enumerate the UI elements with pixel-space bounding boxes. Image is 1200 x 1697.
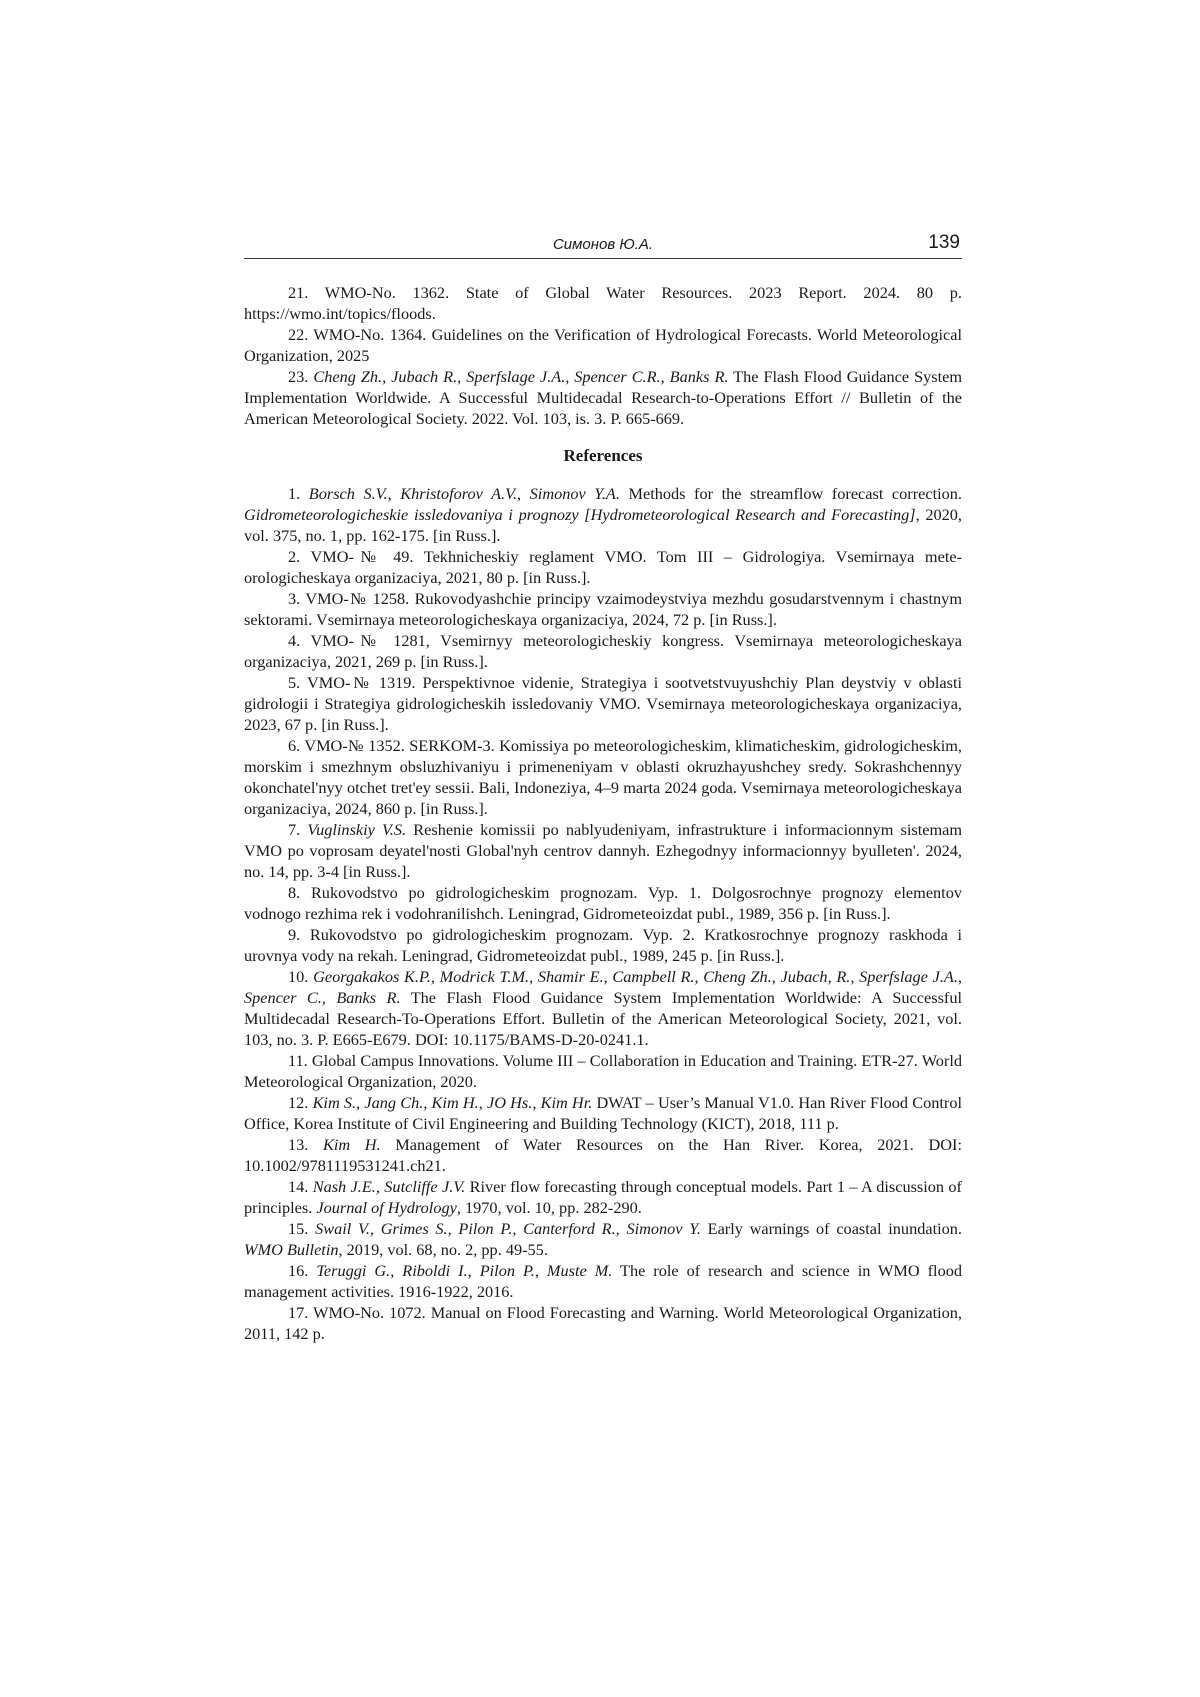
reference-text: Early warnings of coastal inundation. bbox=[707, 1219, 962, 1238]
running-head: Симонов Ю.А. bbox=[552, 236, 654, 253]
reference-entry bbox=[244, 282, 962, 324]
literature-list bbox=[244, 282, 962, 429]
reference-entry bbox=[244, 924, 962, 966]
reference-number: 15. bbox=[288, 1219, 309, 1238]
reference-entry bbox=[244, 588, 962, 630]
page-header bbox=[244, 234, 962, 259]
reference-entry bbox=[244, 1260, 962, 1302]
reference-tail: , 2020, vol. 375, no. 1, pp. 162-175. [in Russ.]. bbox=[244, 505, 962, 545]
reference-entry bbox=[244, 882, 962, 924]
reference-entry bbox=[244, 672, 962, 735]
references-heading: References bbox=[563, 446, 643, 465]
reference-authors: Cheng Zh., Jubach R., Sperfslage J.A., Spencer C.R., Banks R. bbox=[313, 367, 729, 386]
reference-text: WMO-No. 1072. Manual on Flood Forecasting and Warning. World Meteorological Organization, 2011, 142 p. bbox=[244, 1303, 963, 1343]
reference-text: The role of research and science in WMO flood management activities. 1916-1922, 2016. bbox=[244, 1261, 962, 1301]
reference-entry bbox=[244, 1176, 962, 1218]
page-number: 139 bbox=[928, 232, 960, 253]
reference-number: 9. bbox=[288, 925, 301, 944]
reference-tail: , 2019, vol. 68, no. 2, pp. 49-55. bbox=[338, 1240, 548, 1259]
reference-text: VMO-№ 1258. Rukovodyashchie principy vzaimodeystviya mezhdu gosudarstvennym i chastnym sektorami. Vsemirnaya meteorologicheskaya organizaciya, 2024, 72 p. [in Russ.]. bbox=[244, 589, 962, 629]
reference-text: DWAT – User’s Manual V1.0. Han River Flood Control Office, Korea Institute of Civil Engineering and Building Technology (KICT), 2018, 111 p. bbox=[244, 1093, 962, 1133]
reference-journal: Gidrometeorologicheskie issledovaniya i prognozy [Hydrometeorological Research and Forecasting] bbox=[244, 505, 916, 524]
reference-number: 13. bbox=[288, 1135, 309, 1154]
reference-number: 17. bbox=[288, 1303, 309, 1322]
reference-entry bbox=[244, 966, 962, 1050]
reference-journal: WMO Bulletin bbox=[244, 1240, 339, 1259]
reference-number: 23. bbox=[288, 367, 309, 386]
reference-entry bbox=[244, 630, 962, 672]
reference-number: 5. bbox=[288, 673, 301, 692]
reference-authors: Kim H. bbox=[323, 1135, 381, 1154]
reference-authors: Vuglinskiy V.S. bbox=[307, 820, 407, 839]
reference-text: VMO-№ 49. Tekhnicheskiy reglament VMO. Tom III – Gidrologiya. Vsemirnaya meteorologicheskaya organizaciya, 2021, 80 p. [in Russ.]. bbox=[244, 547, 962, 587]
reference-text: Rukovodstvo po gidrologicheskim prognozam. Vyp. 2. Kratkosrochnye prognozy raskhoda i urovnya vody na rekah. Leningrad, Gidrometeoizdat publ., 1989, 245 p. [in Russ.]. bbox=[244, 925, 962, 965]
reference-number: 12. bbox=[288, 1093, 309, 1112]
reference-entry bbox=[244, 483, 962, 546]
reference-authors: Borsch S.V., Khristoforov A.V., Simonov Y.A. bbox=[308, 484, 620, 503]
reference-authors: Teruggi G., Riboldi I., Pilon P., Muste M. bbox=[316, 1261, 613, 1280]
reference-text: VMO-№ 1352. SERKOM-3. Komissiya po meteorologicheskim, klimaticheskim, gidrologicheskim, morskim i smezhnym obsluzhivaniyu i primeneniyam v oblasti okruzhayushchey sredy. Sokrashchennyy okonchatel'nyy otchet tret'ey sessii. Bali, Indoneziya, 4–9 marta 2024 goda. Vsemirnaya meteorologicheskaya organizaciya, 2024, 860 p. [in Russ.]. bbox=[244, 736, 963, 818]
references-list bbox=[244, 483, 962, 1344]
reference-number: 21. bbox=[288, 283, 309, 302]
reference-number: 4. bbox=[288, 631, 301, 650]
reference-entry bbox=[244, 1092, 962, 1134]
reference-text: VMO-№ 1319. Perspektivnoe videnie, Strategiya i sootvetstvuyushchiy Plan deystviy v oblasti gidrologii i Strategiya gidrologicheskih issledovaniy VMO. Vsemirnaya meteorologicheskaya organizaciya, 2023, 67 p. [in Russ.]. bbox=[244, 673, 962, 734]
reference-number: 7. bbox=[288, 820, 301, 839]
reference-text: Rukovodstvo po gidrologicheskim prognozam. Vyp. 1. Dolgosrochnye prognozy elementov vodnogo rezhima rek i vodohranilishch. Leningrad, Gidrometeoizdat publ., 1989, 356 p. [in Russ.]. bbox=[244, 883, 962, 923]
reference-authors: Nash J.E., Sutcliffe J.V. bbox=[312, 1177, 466, 1196]
reference-number: 3. bbox=[288, 589, 301, 608]
reference-number: 14. bbox=[288, 1177, 309, 1196]
reference-entry bbox=[244, 1302, 962, 1344]
reference-text: Global Campus Innovations. Volume III – Collaboration in Education and Training. ETR-27. World Meteorological Organization, 2020. bbox=[244, 1051, 962, 1091]
reference-entry bbox=[244, 546, 962, 588]
reference-text: Reshenie komissii po nablyudeniyam, infrastrukture i informacionnym sistemam VMO po voprosam deyatel'nosti Global'nyh centrov dannyh. Ezhegodnyy informacionnyy byulleten'. 2024, no. 14, pp. 3-4 [in Russ.]. bbox=[244, 820, 962, 881]
reference-entry bbox=[244, 324, 962, 366]
reference-number: 1. bbox=[288, 484, 301, 503]
reference-entry bbox=[244, 1134, 962, 1176]
page-content bbox=[244, 282, 962, 1344]
reference-text: The Flash Flood Guidance System Implementation Worldwide. A Successful Multidecadal Research-to-Operations Effort // Bulletin of the American Meteorological Society. 2022. Vol. 103, is. 3. P. 665-669. bbox=[244, 367, 963, 428]
reference-entry bbox=[244, 819, 962, 882]
reference-entry bbox=[244, 1218, 962, 1260]
reference-number: 16. bbox=[288, 1261, 309, 1280]
reference-text: WMO-No. 1362. State of Global Water Resources. 2023 Report. 2024. 80 p. https://wmo.int/topics/floods. bbox=[244, 283, 962, 323]
reference-text: WMO-No. 1364. Guidelines on the Verification of Hydrological Forecasts. World Meteorological Organization, 2025 bbox=[244, 325, 962, 365]
reference-authors: Swail V., Grimes S., Pilon P., Canterford R., Simonov Y. bbox=[315, 1219, 701, 1238]
reference-text: VMO-№ 1281, Vsemirnyy meteorologicheskiy kongress. Vsemirnaya meteorologicheskaya organizaciya, 2021, 269 p. [in Russ.]. bbox=[244, 631, 963, 671]
reference-number: 11. bbox=[288, 1051, 308, 1070]
reference-number: 22. bbox=[288, 325, 309, 344]
reference-entry bbox=[244, 1050, 962, 1092]
reference-number: 2. bbox=[288, 547, 301, 566]
reference-text: Management of Water Resources on the Han River. Korea, 2021. DOI: 10.1002/9781119531241.ch21. bbox=[244, 1135, 962, 1175]
reference-text: Methods for the streamflow forecast correction. bbox=[628, 484, 962, 503]
reference-number: 8. bbox=[288, 883, 301, 902]
reference-journal: Journal of Hydrology bbox=[316, 1198, 457, 1217]
reference-text: The Flash Flood Guidance System Implementation Worldwide: A Successful Multidecadal Research-To-Operations Effort. Bulletin of the American Meteorological Society, 2021, vol. 103, no. 3. P. E665-E679. DOI: 10.1175/BAMS-D-20-0241.1. bbox=[244, 988, 962, 1049]
reference-tail: , 1970, vol. 10, pp. 282-290. bbox=[456, 1198, 642, 1217]
reference-text: River flow forecasting through conceptual models. Part 1 – A discussion of principles. bbox=[244, 1177, 962, 1217]
reference-number: 6. bbox=[288, 736, 301, 755]
reference-authors: Georgakakos K.P., Modrick T.M., Shamir E., Campbell R., Cheng Zh., Jubach, R., Sperfslage J.A., Spencer C., Banks R. bbox=[244, 967, 963, 1007]
reference-entry bbox=[244, 735, 962, 819]
reference-number: 10. bbox=[288, 967, 309, 986]
reference-entry bbox=[244, 366, 962, 429]
reference-authors: Kim S., Jang Ch., Kim H., JO Hs., Kim Hr. bbox=[312, 1093, 593, 1112]
